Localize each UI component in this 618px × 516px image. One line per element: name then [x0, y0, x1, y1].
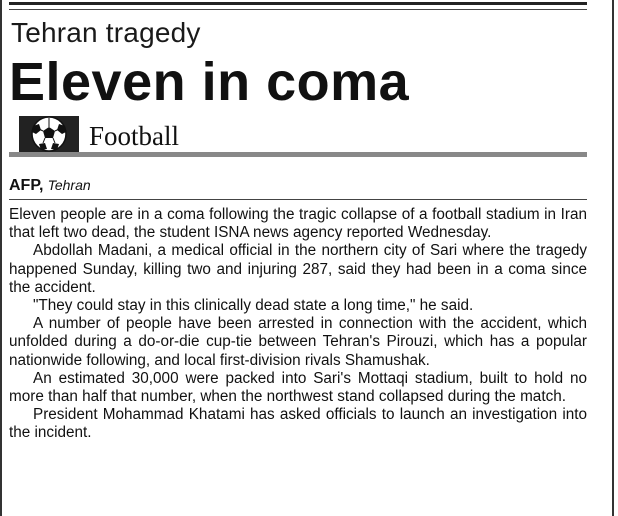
- byline-rule: [9, 199, 587, 200]
- article-paragraph: President Mohammad Khatami has asked officials to launch an investigation into the incident.: [9, 406, 587, 442]
- article-body: [9, 206, 587, 443]
- top-rule: [9, 2, 587, 5]
- article-paragraph: A number of people have been arrested in connection with the accident, which unfolded during a do-or-die cup-tie between Tehran's Pirouzi, which has a popular nationwide following, and local first-division rivals Shamushak.: [9, 315, 587, 369]
- top-rule-thin: [9, 9, 587, 10]
- article-paragraph: Abdollah Madani, a medical official in the northern city of Sari where the tragedy happened Sunday, killing two and injuring 287, said they had been in a coma since the accident.: [9, 242, 587, 296]
- byline-location: Tehran: [47, 177, 91, 193]
- article-paragraph: Eleven people are in a coma following the tragic collapse of a football stadium in Iran that left two dead, the student ISNA news agency reported Wednesday.: [9, 206, 587, 242]
- byline-agency: AFP,: [9, 177, 44, 194]
- section-divider: [9, 152, 587, 157]
- section-label: Football: [89, 121, 180, 151]
- main-headline: Eleven in coma: [9, 52, 410, 112]
- byline: [9, 175, 91, 196]
- article-paragraph: An estimated 30,000 were packed into Sari's Mottaqi stadium, built to hold no more than half that number, when the northwest stand collapsed during the match.: [9, 369, 587, 406]
- page-edge-right: [612, 0, 614, 516]
- kicker-headline: Tehran tragedy: [11, 17, 201, 48]
- section-header: [9, 116, 587, 156]
- article-paragraph: "They could stay in this clinically dead state a long time," he said.: [33, 297, 474, 315]
- soccer-ball-icon: [19, 116, 79, 154]
- page-edge-left: [0, 0, 2, 516]
